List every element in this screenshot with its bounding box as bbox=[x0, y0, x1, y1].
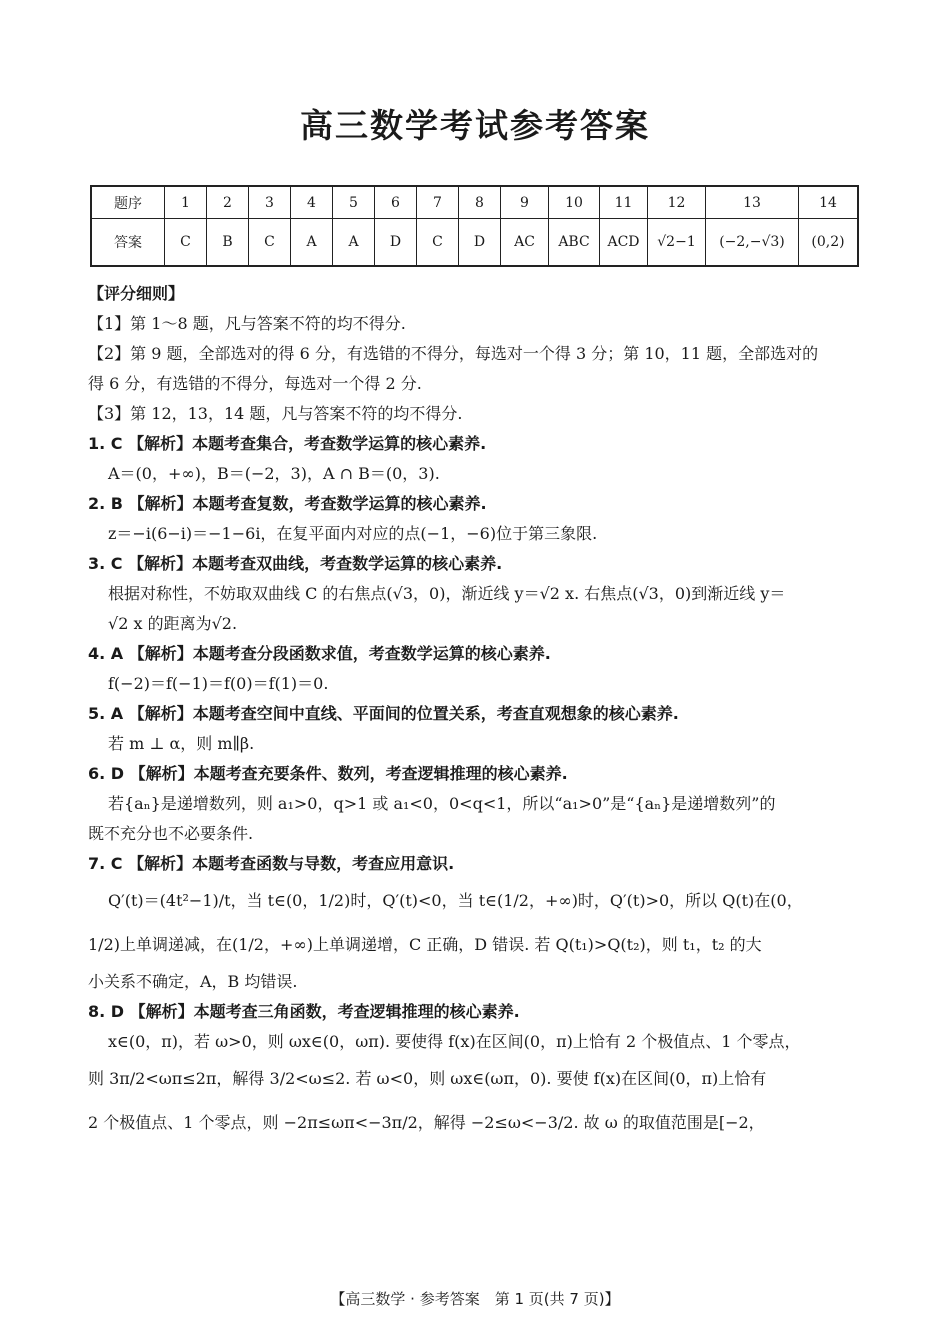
table-cell: 11 bbox=[600, 186, 648, 219]
q7-heading: 7. C 【解析】本题考查函数与导数，考查应用意识. bbox=[88, 854, 455, 873]
q6-body: 既不充分也不必要条件. bbox=[88, 824, 254, 843]
table-cell: 9 bbox=[501, 186, 549, 219]
table-cell: 答案 bbox=[91, 219, 165, 267]
table-cell: 4 bbox=[291, 186, 333, 219]
q3-body: √2 x 的距离为√2. bbox=[108, 614, 238, 633]
q7-body: 1/2)上单调递减，在(1/2，+∞)上单调递增，C 正确，D 错误. 若 Q(t₁)>Q(t₂)，则 t₁，t₂ 的大 bbox=[88, 935, 762, 954]
q4-heading: 4. A 【解析】本题考查分段函数求值，考查数学运算的核心素养. bbox=[88, 644, 551, 663]
scoring-rule: 【3】第 12，13，14 题，凡与答案不符的均不得分. bbox=[88, 404, 463, 423]
table-cell: 8 bbox=[459, 186, 501, 219]
table-cell: 14 bbox=[799, 186, 859, 219]
table-cell: 题序 bbox=[91, 186, 165, 219]
scoring-heading: 【评分细则】 bbox=[88, 284, 185, 303]
table-row-answer bbox=[91, 219, 858, 267]
scoring-rule: 得 6 分，有选错的不得分，每选对一个得 2 分. bbox=[88, 374, 422, 393]
answer-explanations bbox=[88, 279, 868, 1145]
page-title: 高三数学考试参考答案 bbox=[300, 106, 650, 145]
table-cell: 2 bbox=[207, 186, 249, 219]
table-cell: C bbox=[165, 219, 207, 267]
q1-heading: 1. C 【解析】本题考查集合，考查数学运算的核心素养. bbox=[88, 434, 487, 453]
answer-table bbox=[90, 185, 859, 267]
q8-body: 则 3π/2<ωπ≤2π，解得 3/2<ω≤2. 若 ω<0，则 ωx∈(ωπ，0). 要使 f(x)在区间(0，π)上恰有 bbox=[88, 1069, 767, 1088]
table-row-number bbox=[91, 186, 858, 219]
table-cell: 3 bbox=[249, 186, 291, 219]
table-cell: B bbox=[207, 219, 249, 267]
table-cell: 1 bbox=[165, 186, 207, 219]
q2-body: z＝−i(6−i)＝−1−6i，在复平面内对应的点(−1，−6)位于第三象限. bbox=[108, 524, 598, 543]
q7-body: Q′(t)＝(4t²−1)/t，当 t∈(0，1/2)时，Q′(t)<0，当 t∈(1/2，+∞)时，Q′(t)>0，所以 Q(t)在(0， bbox=[108, 891, 803, 910]
q4-body: f(−2)＝f(−1)＝f(0)＝f(1)＝0. bbox=[108, 674, 329, 693]
q1-body: A＝(0，+∞)，B＝(−2，3)，A ∩ B＝(0，3). bbox=[108, 464, 440, 483]
table-cell: 5 bbox=[333, 186, 375, 219]
table-cell: D bbox=[375, 219, 417, 267]
table-cell: A bbox=[291, 219, 333, 267]
table-cell: √2−1 bbox=[648, 219, 706, 267]
q2-heading: 2. B 【解析】本题考查复数，考查数学运算的核心素养. bbox=[88, 494, 487, 513]
scoring-rule: 【1】第 1～8 题，凡与答案不符的均不得分. bbox=[88, 314, 406, 333]
table-cell: 10 bbox=[549, 186, 600, 219]
table-cell: 6 bbox=[375, 186, 417, 219]
q5-body: 若 m ⊥ α，则 m∥β. bbox=[108, 734, 255, 753]
table-cell: AC bbox=[501, 219, 549, 267]
q8-body: 2 个极值点、1 个零点，则 −2π≤ωπ<−3π/2，解得 −2≤ω<−3/2. 故 ω 的取值范围是[−2， bbox=[88, 1113, 765, 1132]
scoring-rule: 【2】第 9 题，全部选对的得 6 分，有选错的不得分，每选对一个得 3 分；第 10，11 题，全部选对的 bbox=[88, 344, 819, 363]
table-cell: 7 bbox=[417, 186, 459, 219]
table-cell: C bbox=[249, 219, 291, 267]
q6-heading: 6. D 【解析】本题考查充要条件、数列，考查逻辑推理的核心素养. bbox=[88, 764, 568, 783]
table-cell: A bbox=[333, 219, 375, 267]
q3-heading: 3. C 【解析】本题考查双曲线，考查数学运算的核心素养. bbox=[88, 554, 503, 573]
table-cell: (−2,−√3) bbox=[706, 219, 799, 267]
page-footer: 【高三数学 · 参考答案 第 1 页(共 7 页)】 bbox=[330, 1290, 620, 1308]
q8-heading: 8. D 【解析】本题考查三角函数，考查逻辑推理的核心素养. bbox=[88, 1002, 520, 1021]
q8-body: x∈(0，π)，若 ω>0，则 ωx∈(0，ωπ). 要使得 f(x)在区间(0，π)上恰有 2 个极值点、1 个零点， bbox=[108, 1032, 801, 1051]
table-cell: ACD bbox=[600, 219, 648, 267]
q5-heading: 5. A 【解析】本题考查空间中直线、平面间的位置关系，考查直观想象的核心素养. bbox=[88, 704, 679, 723]
q6-body: 若{aₙ}是递增数列，则 a₁>0，q>1 或 a₁<0，0<q<1，所以“a₁>0”是“{aₙ}是递增数列”的 bbox=[108, 794, 776, 813]
table-cell: D bbox=[459, 219, 501, 267]
table-cell: 13 bbox=[706, 186, 799, 219]
table-cell: C bbox=[417, 219, 459, 267]
q7-body: 小关系不确定，A，B 均错误. bbox=[88, 972, 298, 991]
table-cell: ABC bbox=[549, 219, 600, 267]
q3-body: 根据对称性，不妨取双曲线 C 的右焦点(√3，0)，渐近线 y＝√2 x. 右焦点(√3，0)到渐近线 y＝ bbox=[108, 584, 786, 603]
table-cell: (0,2) bbox=[799, 219, 859, 267]
table-cell: 12 bbox=[648, 186, 706, 219]
